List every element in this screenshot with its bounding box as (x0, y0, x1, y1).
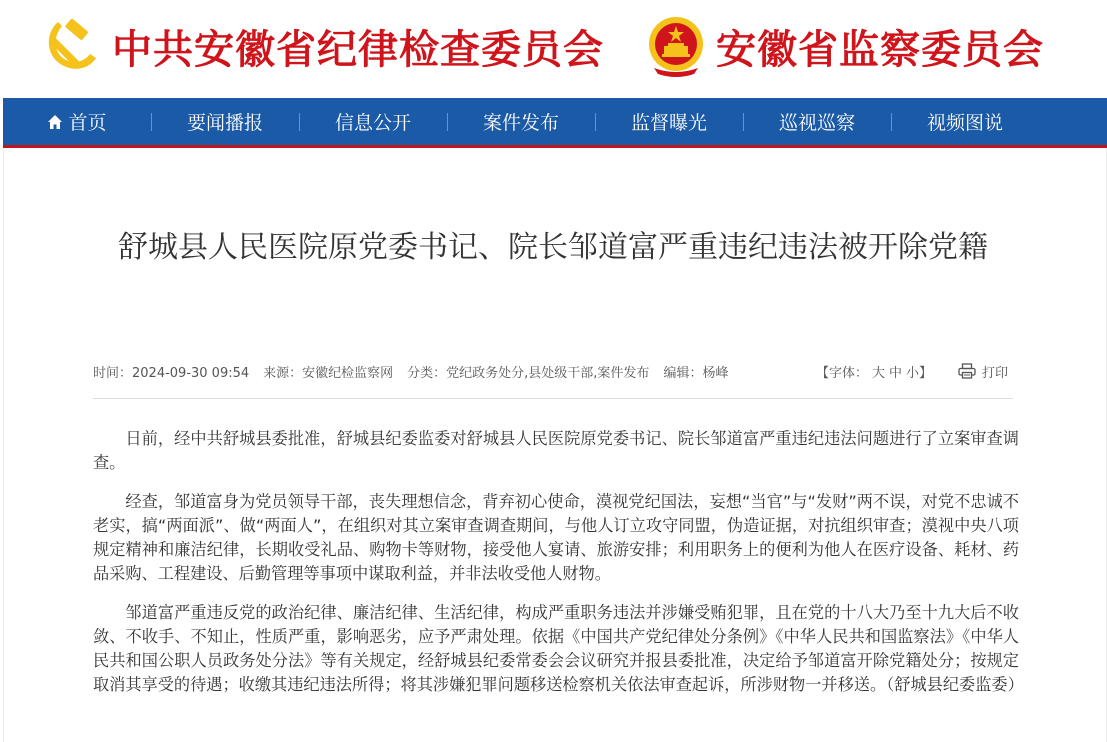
nav-item-home[interactable] (3, 98, 151, 145)
site-header (0, 0, 1107, 98)
nav-item-label: 要闻播报 (186, 112, 263, 134)
nav-item-cases[interactable] (447, 98, 595, 145)
font-size-small-link[interactable]: 小】 (906, 365, 933, 381)
home-icon (47, 114, 63, 130)
header-left-title: 中共安徽省纪律检查委员会 (112, 25, 604, 73)
font-size-large-link[interactable]: 大 (872, 365, 886, 381)
nav-item-label: 首页 (68, 112, 107, 134)
article-paragraph: 邹道富严重违反党的政治纪律、廉洁纪律、生活纪律，构成严重职务违法并涉嫌受贿犯罪，且在党的十八大乃至十九大后不收敛、不收手、不知止，性质严重，影响恶劣，应予严肃处理。依据《中国共产党纪律处分条例》《中华人民共和国监察法》《中华人民共和国公职人员政务处分法》等有关规定，经舒城县纪委常委会会议研究并报县委批准，决定给予邹道富开除党籍处分；按规定取消其享受的待遇；收缴其违纪违法所得；将其涉嫌犯罪问题移送检察机关依法审查起诉，所涉财物一并移送。（舒城县纪委监委） (93, 603, 1024, 694)
meta-time: 时间：2024-09-30 09:54 (93, 365, 250, 381)
meta-divider (93, 398, 1013, 399)
article-body (93, 427, 1024, 712)
main-nav (3, 98, 1107, 148)
party-emblem-icon (40, 14, 104, 78)
article-paragraph: 日前，经中共舒城县委批准，舒城县纪委监委对舒城县人民医院原党委书记、院长邹道富严重违纪违法问题进行了立案审查调查。 (93, 429, 1019, 472)
nav-item-label: 视频图说 (926, 112, 1003, 134)
nav-item-supervision-exposure[interactable] (595, 98, 743, 145)
nav-item-news[interactable] (151, 98, 299, 145)
nav-item-info-disclosure[interactable] (299, 98, 447, 145)
meta-category: 分类：党纪政务处分,县处级干部,案件发布 (407, 365, 650, 381)
national-emblem-icon (644, 14, 708, 78)
article-title: 舒城县人民医院原党委书记、院长邹道富严重违纪违法被开除党籍 (118, 230, 988, 265)
article-meta (93, 361, 1013, 381)
header-right-title: 安徽省监察委员会 (716, 25, 1044, 73)
nav-item-label: 监督曝光 (630, 112, 707, 134)
nav-item-video[interactable] (891, 98, 1039, 145)
print-button[interactable] (958, 362, 1022, 381)
nav-item-label: 案件发布 (482, 112, 559, 134)
printer-icon (958, 363, 976, 379)
print-label: 打印 (982, 365, 1009, 381)
meta-editor: 编辑：杨峰 (663, 365, 729, 381)
header-left-group[interactable] (40, 10, 604, 82)
font-size-medium-link[interactable]: 中 (889, 365, 903, 381)
font-size-label: 【字体： (816, 365, 869, 381)
nav-item-inspection[interactable] (743, 98, 891, 145)
nav-item-label: 信息公开 (334, 112, 411, 134)
meta-source: 来源：安徽纪检监察网 (263, 365, 394, 381)
font-size-controls (816, 362, 936, 381)
nav-item-label: 巡视巡察 (778, 112, 855, 134)
article-paragraph: 经查，邹道富身为党员领导干部，丧失理想信念，背弃初心使命，漠视党纪国法，妄想“当官”与“发财”两不误，对党不忠诚不老实，搞“两面派”、做“两面人”，在组织对其立案审查调查期间，与他人订立攻守同盟，伪造证据，对抗组织审查；漠视中央八项规定精神和廉洁纪律，长期收受礼品、购物卡等财物，接受他人宴请、旅游安排；利用职务上的便利为他人在医疗设备、耗材、药品采购、工程建设、后勤管理等事项中谋取利益，并非法收受他人财物。 (93, 492, 1019, 583)
header-right-group[interactable] (644, 10, 1044, 82)
